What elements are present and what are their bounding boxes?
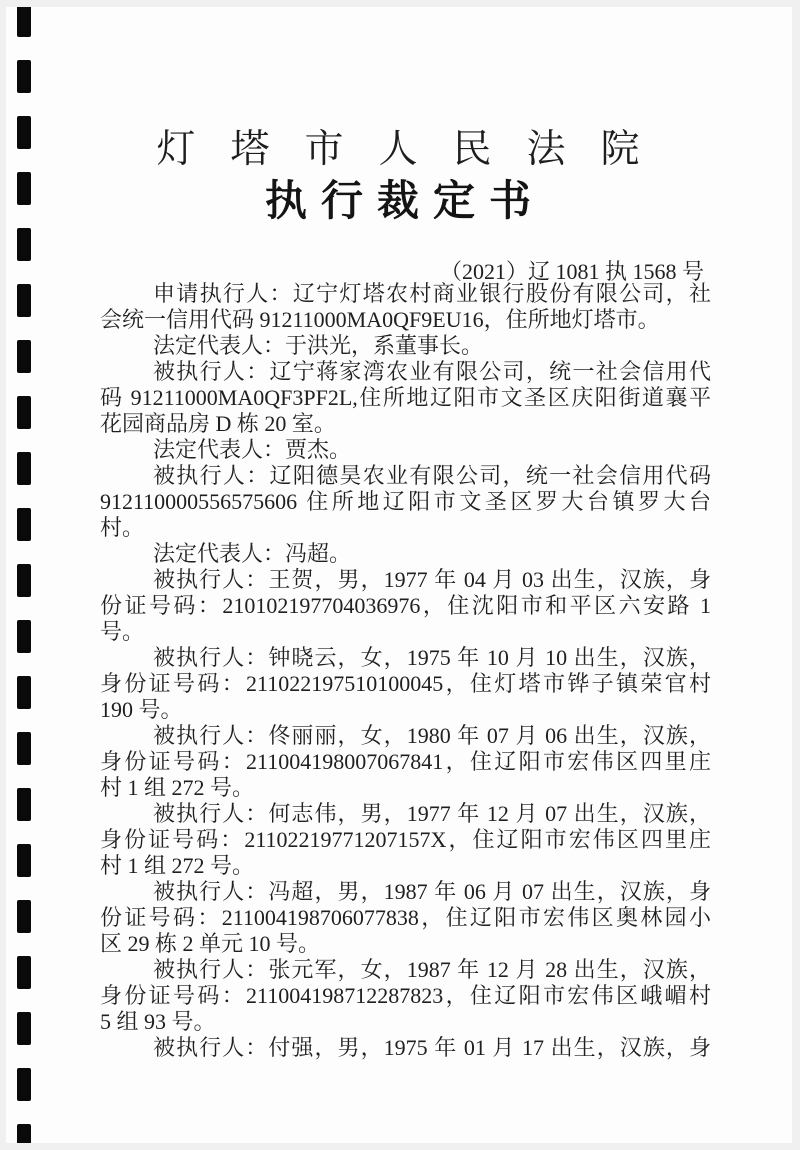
body-line: 190 号。	[100, 697, 183, 722]
binding-hole	[17, 956, 31, 989]
body-line: 被执行人：辽阳德昊农业有限公司，统一社会信用代码	[153, 463, 711, 488]
body-line: 身份证号码：211022197510100045，住灯塔市铧子镇荣官村	[100, 671, 711, 696]
binding-hole	[17, 788, 31, 821]
body-line: 身份证号码：211004198712287823，住辽阳市宏伟区峨嵋村	[100, 983, 711, 1008]
binding-hole	[17, 1124, 31, 1143]
binding-hole	[17, 452, 31, 485]
body-line: 身份证号码：21102219771207157X，住辽阳市宏伟区四里庄	[100, 827, 711, 852]
body-line: 被执行人：王贺，男，1977 年 04 月 03 出生，汉族，身	[153, 567, 711, 592]
binding-hole	[17, 1012, 31, 1045]
body-line: 码 91211000MA0QF3PF2L,住所地辽阳市文圣区庆阳街道襄平	[100, 385, 711, 410]
body-line: 份证号码：211004198706077838，住辽阳市宏伟区奥林园小	[100, 905, 711, 930]
binding-hole	[17, 340, 31, 373]
body-line: 被执行人：付强，男，1975 年 01 月 17 出生，汉族，身	[153, 1035, 711, 1060]
body-line: 村 1 组 272 号。	[100, 775, 255, 800]
body-line: 村。	[100, 515, 145, 540]
case-number: （2021）辽 1081 执 1568 号	[439, 259, 704, 284]
body-line: 会统一信用代码 91211000MA0QF9EU16，住所地灯塔市。	[100, 307, 660, 332]
body-line: 区 29 栋 2 单元 10 号。	[100, 931, 321, 956]
body-line: 被执行人：张元军，女，1987 年 12 月 28 出生，汉族，	[153, 957, 711, 982]
body-line: 身份证号码：211004198007067841，住辽阳市宏伟区四里庄	[100, 749, 711, 774]
binding-hole	[17, 284, 31, 317]
binding-hole	[17, 508, 31, 541]
binding-hole	[17, 676, 31, 709]
binding-hole	[17, 60, 31, 93]
body-line: 被执行人：佟丽丽，女，1980 年 07 月 06 出生，汉族，	[153, 723, 711, 748]
body-line: 法定代表人：贾杰。	[153, 437, 352, 462]
document-body	[100, 281, 711, 1061]
binding-hole	[17, 620, 31, 653]
body-line: 912110000556575606 住所地辽阳市文圣区罗大台镇罗大台	[100, 489, 711, 514]
body-line: 号。	[100, 619, 145, 644]
body-line: 法定代表人：于洪光，系董事长。	[153, 333, 484, 358]
binding-hole	[17, 564, 31, 597]
body-line: 5 组 93 号。	[100, 1009, 216, 1034]
body-line: 被执行人：钟晓云，女，1975 年 10 月 10 出生，汉族，	[153, 645, 711, 670]
body-line: 花园商品房 D 栋 20 室。	[100, 411, 336, 436]
body-line: 被执行人：辽宁蒋家湾农业有限公司，统一社会信用代	[153, 359, 711, 384]
binding-hole	[17, 396, 31, 429]
document-title: 执行裁定书	[264, 179, 545, 225]
body-line: 被执行人：冯超，男，1987 年 06 月 07 出生，汉族，身	[153, 879, 711, 904]
binding-hole	[17, 900, 31, 933]
binding-hole	[17, 1068, 31, 1101]
body-line: 份证号码：210102197704036976，住沈阳市和平区六安路 1	[100, 593, 711, 618]
binding-hole	[17, 844, 31, 877]
document-page	[6, 7, 792, 1143]
body-line: 村 1 组 272 号。	[100, 853, 255, 878]
body-line: 申请执行人：辽宁灯塔农村商业银行股份有限公司，社	[153, 281, 711, 306]
binding-hole	[17, 732, 31, 765]
body-line: 法定代表人：冯超。	[153, 541, 352, 566]
body-line: 被执行人：何志伟，男，1977 年 12 月 07 出生，汉族，	[153, 801, 711, 826]
binding-hole	[17, 7, 31, 37]
court-name: 灯塔市人民法院	[156, 128, 675, 171]
